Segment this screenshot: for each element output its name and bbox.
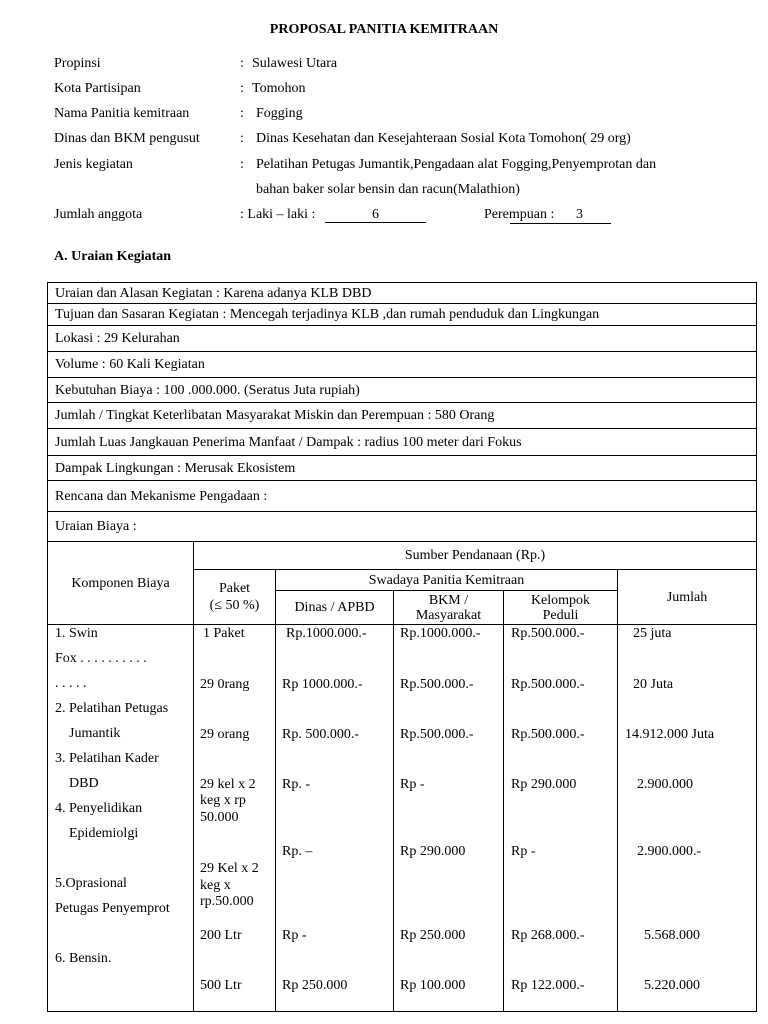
document-title: PROPOSAL PANITIA KEMITRAAN <box>269 22 499 37</box>
bkm-cell <box>394 625 504 1012</box>
dinas-value: Rp - <box>282 928 307 943</box>
row-rencana-pengadaan: Rencana dan Mekanisme Pengadaan : <box>48 481 757 512</box>
header-paket <box>194 570 276 625</box>
row-keterlibatan: Jumlah / Tingkat Keterlibatan Masyarakat Miskin dan Perempuan : 580 Orang <box>48 403 757 429</box>
komponen-line: 4. Penyelidikan <box>55 801 143 816</box>
komponen-line <box>55 850 187 875</box>
field-colon: : <box>240 81 244 96</box>
kelompok-value: Rp.500.000.- <box>511 626 585 641</box>
perempuan-label: Perempuan : <box>484 207 555 222</box>
jumlah-value: 5.220.000 <box>644 978 700 993</box>
header-paket-label: Paket <box>218 581 251 596</box>
dinas-value: Rp 1000.000.- <box>282 677 363 692</box>
row-kebutuhan-biaya: Kebutuhan Biaya : 100 .000.000. (Seratus Juta rupiah) <box>48 378 757 403</box>
kelompok-value: Rp 290.000 <box>511 777 577 792</box>
field-value-propinsi: Sulawesi Utara <box>252 56 338 71</box>
header-swadaya: Swadaya Panitia Kemitraan <box>276 570 618 591</box>
row-uraian-biaya: Uraian Biaya : <box>48 512 757 542</box>
bkm-value: Rp 100.000 <box>400 978 466 993</box>
jumlah-value: 5.568.000 <box>644 928 700 943</box>
komponen-line: . . . . . <box>55 676 87 691</box>
field-value-jenis-line2: bahan baker solar bensin dan racun(Malathion) <box>256 182 520 197</box>
field-label-propinsi: Propinsi <box>54 56 101 71</box>
komponen-line: Jumantik <box>69 726 121 741</box>
komponen-line: 3. Pelatihan Kader <box>55 751 159 766</box>
field-label-dinas: Dinas dan BKM pengusut <box>54 131 200 146</box>
paket-value: 200 Ltr <box>200 928 242 943</box>
field-label-jumlah-anggota: Jumlah anggota <box>54 207 143 222</box>
field-colon: : <box>240 131 244 146</box>
laki-value <box>325 207 426 223</box>
field-value-kota: Tomohon <box>252 81 306 96</box>
paket-value: keg x rp <box>200 793 246 808</box>
jumlah-value: 20 Juta <box>633 677 674 692</box>
field-value-jenis: Pelatihan Petugas Jumantik,Pengadaan alat Fogging,Penyemprotan dan <box>256 157 657 172</box>
paket-value: 500 Ltr <box>200 978 242 993</box>
komponen-biaya-cell <box>48 625 194 1012</box>
row-uraian-alasan: Uraian dan Alasan Kegiatan : Karena adanya KLB DBD <box>48 283 757 304</box>
dinas-value: Rp. 500.000.- <box>282 727 359 742</box>
field-label-jenis: Jenis kegiatan <box>54 157 133 172</box>
laki-count: 6 <box>325 207 426 223</box>
kelompok-cell <box>504 625 618 1012</box>
header-bkm-line2: Masyarakat <box>415 607 482 623</box>
bkm-value: Rp - <box>400 777 425 792</box>
field-value-dinas: Dinas Kesehatan dan Kesejahteraan Sosial Kota Tomohon( 29 org) <box>256 131 631 146</box>
kelompok-value: Rp - <box>511 844 536 859</box>
paket-value: 50.000 <box>200 810 239 825</box>
field-label-panitia: Nama Panitia kemitraan <box>54 106 190 121</box>
field-label-kota: Kota Partisipan <box>54 81 141 96</box>
bkm-value: Rp.500.000.- <box>400 677 474 692</box>
section-heading-a: A. Uraian Kegiatan <box>54 249 172 264</box>
paket-value: 29 kel x 2 <box>200 777 256 792</box>
kelompok-value: Rp.500.000.- <box>511 727 585 742</box>
row-jangkauan: Jumlah Luas Jangkauan Penerima Manfaat / Dampak : radius 100 meter dari Fokus <box>48 429 757 456</box>
row-dampak-lingkungan: Dampak Lingkungan : Merusak Ekosistem <box>48 456 757 481</box>
kelompok-value: Rp.500.000.- <box>511 677 585 692</box>
komponen-line <box>55 925 187 950</box>
paket-value: 29 Kel x 2 <box>200 861 259 876</box>
field-colon: : <box>240 106 244 121</box>
jumlah-value: 25 juta <box>633 626 672 641</box>
dinas-value: Rp. - <box>282 777 310 792</box>
dinas-value: Rp. – <box>282 844 313 859</box>
jumlah-value: 14.912.000 Juta <box>625 727 715 742</box>
dinas-cell <box>276 625 394 1012</box>
header-dinas-apbd: Dinas / APBD <box>276 591 394 625</box>
komponen-line: 6. Bensin. <box>55 951 112 966</box>
header-kelompok-line2: Peduli <box>542 607 579 623</box>
paket-value: keg x <box>200 878 231 893</box>
header-komponen-biaya: Komponen Biaya <box>48 542 194 625</box>
paket-value: 29 0rang <box>200 677 250 692</box>
komponen-line: 2. Pelatihan Petugas <box>55 701 169 716</box>
laki-label: : Laki – laki : <box>240 207 316 222</box>
perempuan-count: 3 <box>576 207 583 222</box>
bkm-value: Rp 290.000 <box>400 844 466 859</box>
header-paket-note: (≤ 50 %) <box>209 598 260 613</box>
paket-value: 29 orang <box>200 727 250 742</box>
komponen-line: Fox . . . . . . . . . . <box>55 651 147 666</box>
komponen-line: 1. Swin <box>55 626 98 641</box>
dinas-value: Rp.1000.000.- <box>286 626 367 641</box>
header-bkm-line1: BKM / <box>428 592 469 608</box>
dinas-value: Rp 250.000 <box>282 978 348 993</box>
jumlah-cell <box>618 625 757 1012</box>
komponen-line: Epidemiolgi <box>69 826 139 841</box>
kelompok-value: Rp 122.000.- <box>511 978 585 993</box>
row-volume: Volume : 60 Kali Kegiatan <box>48 352 757 378</box>
paket-cell <box>194 625 276 1012</box>
bkm-value: Rp.500.000.- <box>400 727 474 742</box>
kelompok-value: Rp 268.000.- <box>511 928 585 943</box>
paket-value: 1 Paket <box>203 626 245 641</box>
header-jumlah: Jumlah <box>618 570 757 625</box>
field-colon: : <box>240 56 244 71</box>
header-kelompok-line1: Kelompok <box>530 592 591 608</box>
paket-value: rp.50.000 <box>200 894 254 909</box>
jumlah-value: 2.900.000 <box>637 777 693 792</box>
bkm-value: Rp 250.000 <box>400 928 466 943</box>
komponen-line: Petugas Penyemprot <box>55 901 170 916</box>
jumlah-value: 2.900.000.- <box>637 844 702 859</box>
komponen-line: 5.Oprasional <box>55 876 127 891</box>
komponen-line: DBD <box>69 776 99 791</box>
field-value-panitia: Fogging <box>256 106 303 121</box>
header-sumber-pendanaan: Sumber Pendanaan (Rp.) <box>194 542 757 570</box>
uraian-kegiatan-table <box>47 282 757 1012</box>
row-lokasi: Lokasi : 29 Kelurahan <box>48 326 757 352</box>
perempuan-underline <box>510 207 611 224</box>
row-tujuan-sasaran: Tujuan dan Sasaran Kegiatan : Mencegah terjadinya KLB ,dan rumah penduduk dan Lingkungan <box>48 304 757 326</box>
bkm-value: Rp.1000.000.- <box>400 626 481 641</box>
header-kelompok <box>504 591 618 625</box>
field-colon: : <box>240 157 244 172</box>
header-bkm <box>394 591 504 625</box>
